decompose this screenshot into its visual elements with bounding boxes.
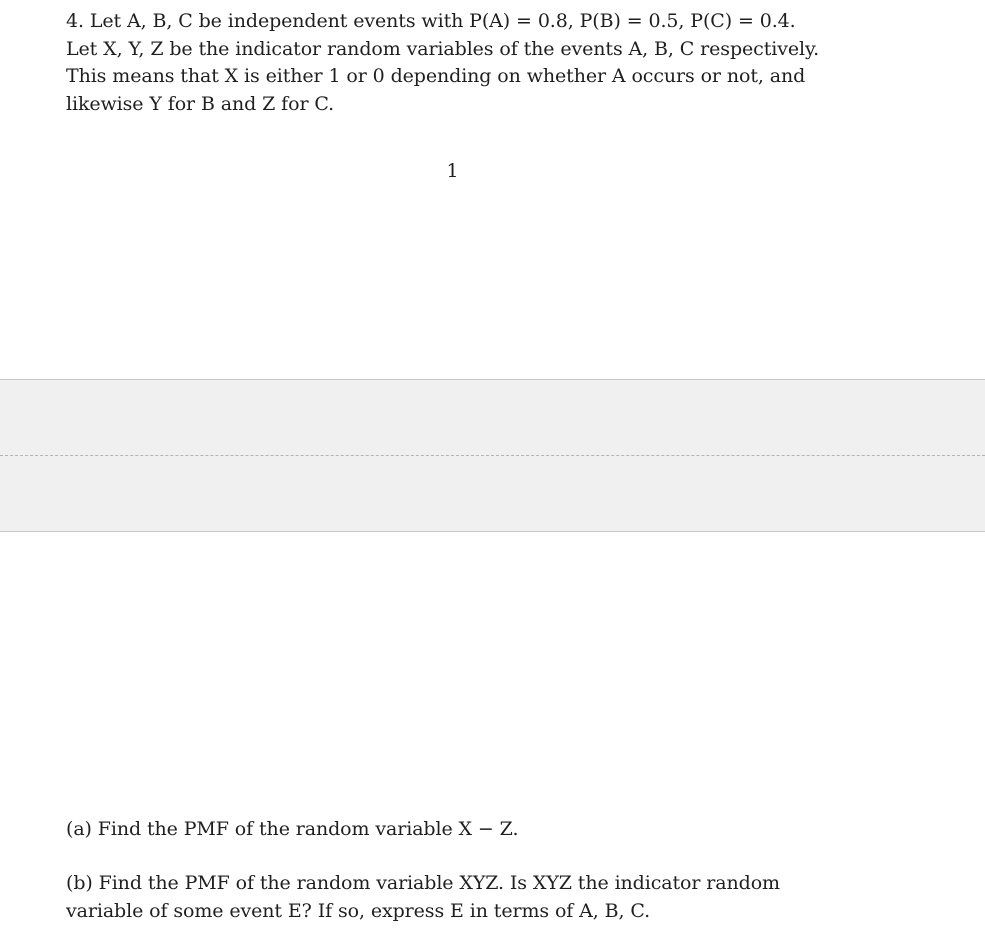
problem-line: This means that X is either 1 or 0 depending on whether A occurs or not, and [66, 65, 806, 87]
problem-line: likewise Y for B and Z for C. [66, 92, 335, 115]
part-a-line: (a) Find the PMF of the random variable X − Z. [66, 818, 519, 840]
page-gap [0, 379, 985, 532]
question-part-b [66, 870, 866, 925]
page-number: 1 [446, 160, 459, 182]
part-b-line: variable of some event E? If so, express E in terms of A, B, C. [66, 899, 651, 922]
problem-line: Let X, Y, Z be the indicator random variables of the events A, B, C respectively. [66, 37, 820, 60]
problem-statement [66, 8, 866, 118]
page-1 [0, 0, 985, 379]
problem-line: 4. Let A, B, C be independent events with P(A) = 0.8, P(B) = 0.5, P(C) = 0.4. [66, 10, 796, 32]
part-b-line: (b) Find the PMF of the random variable XYZ. Is XYZ the indicator random [66, 872, 780, 894]
page-break-divider [0, 455, 985, 456]
question-part-a [66, 816, 866, 844]
